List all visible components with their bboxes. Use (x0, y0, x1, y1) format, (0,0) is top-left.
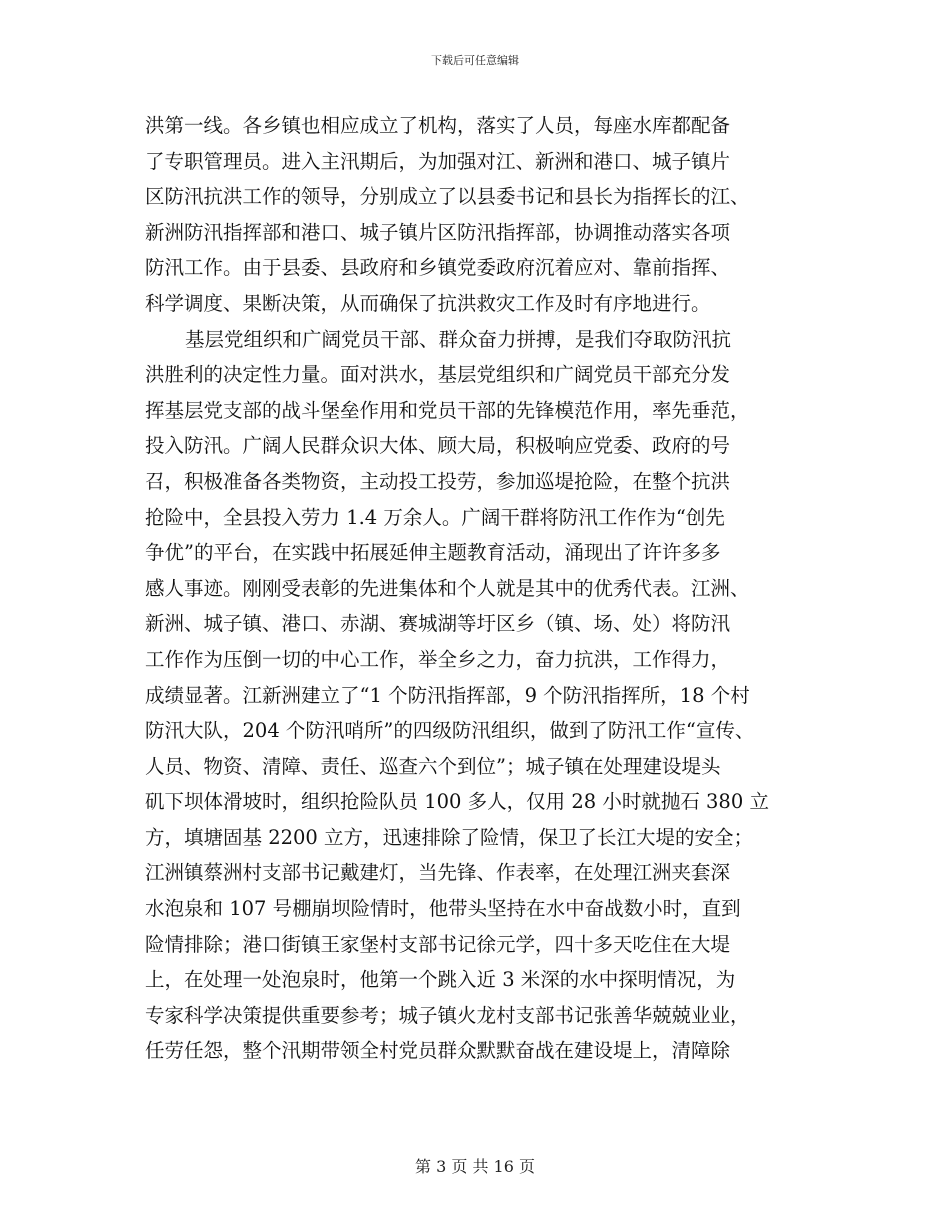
text-line: 方，填塘固基 2200 立方，迅速排除了险情，保卫了长江大堤的安全； (145, 825, 754, 849)
text-line: 防汛大队，204 个防汛哨所”的四级防汛组织，做到了防汛工作“宣传、 (145, 719, 755, 743)
text-line: 新洲、城子镇、港口、赤湖、赛城湖等圩区乡（镇、场、处）将防汛 (145, 612, 731, 636)
text-line: 抢险中，全县投入劳力 1.4 万余人。广阔干群将防汛工作作为“创先 (145, 505, 725, 529)
text-line: 科学调度、果断决策，从而确保了抗洪救灾工作及时有序地进行。 (145, 291, 711, 315)
text-line: 基层党组织和广阔党员干部、群众奋力拼搏，是我们夺取防汛抗 (185, 327, 732, 351)
page-header: 下载后可任意编辑 (431, 54, 519, 67)
text-line: 洪胜利的决定性力量。面对洪水，基层党组织和广阔党员干部充分发 (145, 363, 731, 387)
text-line: 洪第一线。各乡镇也相应成立了机构，落实了人员，每座水库都配备 (145, 114, 731, 137)
text-line: 专家科学决策提供重要参考；城子镇火龙村支部书记张善华兢兢业业， (145, 1003, 750, 1027)
text-line: 矶下坝体滑坡时，组织抢险队员 100 多人，仅用 28 小时就抛石 380 立 (145, 790, 769, 814)
text-line: 挥基层党支部的战斗堡垒作用和党员干部的先锋模范作用，率先垂范， (145, 398, 750, 422)
document-body (145, 108, 835, 1069)
page-footer: 第 3 页 共 16 页 (415, 1157, 535, 1176)
text-line: 江洲镇蔡洲村支部书记戴建灯，当先锋、作表率，在处理江洲夹套深 (145, 861, 731, 885)
text-line: 投入防汛。广阔人民群众识大体、顾大局，积极响应党委、政府的号 (145, 434, 731, 458)
text-line: 召，积极准备各类物资，主动投工投劳，参加巡堤抢险，在整个抗洪 (145, 469, 731, 493)
text-line: 工作作为压倒一切的中心工作，举全乡之力，奋力抗洪，工作得力， (145, 647, 731, 671)
text-line: 任劳任怨，整个汛期带领全村党员群众默默奋战在建设堤上，清障除 (145, 1039, 731, 1063)
text-line: 人员、物资、清障、责任、巡查六个到位”；城子镇在处理建设堤头 (145, 754, 721, 778)
text-line: 区防汛抗洪工作的领导，分别成立了以县委书记和县长为指挥长的江、 (145, 185, 750, 209)
text-line: 防汛工作。由于县委、县政府和乡镇党委政府沉着应对、靠前指挥、 (145, 256, 731, 280)
text-line: 成绩显著。江新洲建立了“1 个防汛指挥部，9 个防汛指挥所，18 个村 (145, 683, 750, 707)
text-line: 水泡泉和 107 号棚崩坝险情时，他带头坚持在水中奋战数小时，直到 (145, 897, 741, 921)
text-line: 新洲防汛指挥部和港口、城子镇片区防汛指挥部，协调推动落实各项 (145, 220, 731, 244)
text-line: 感人事迹。刚刚受表彰的先进集体和个人就是其中的优秀代表。江洲、 (145, 576, 750, 600)
text-line: 争优”的平台，在实践中拓展延伸主题教育活动，涌现出了许许多多 (145, 541, 721, 565)
text-line: 上，在处理一处泡泉时，他第一个跳入近 3 米深的水中探明情况，为 (145, 968, 736, 992)
text-line: 险情排除；港口街镇王家堡村支部书记徐元学，四十多天吃住在大堤 (145, 932, 731, 956)
text-line: 了专职管理员。进入主汛期后，为加强对江、新洲和港口、城子镇片 (145, 149, 731, 173)
